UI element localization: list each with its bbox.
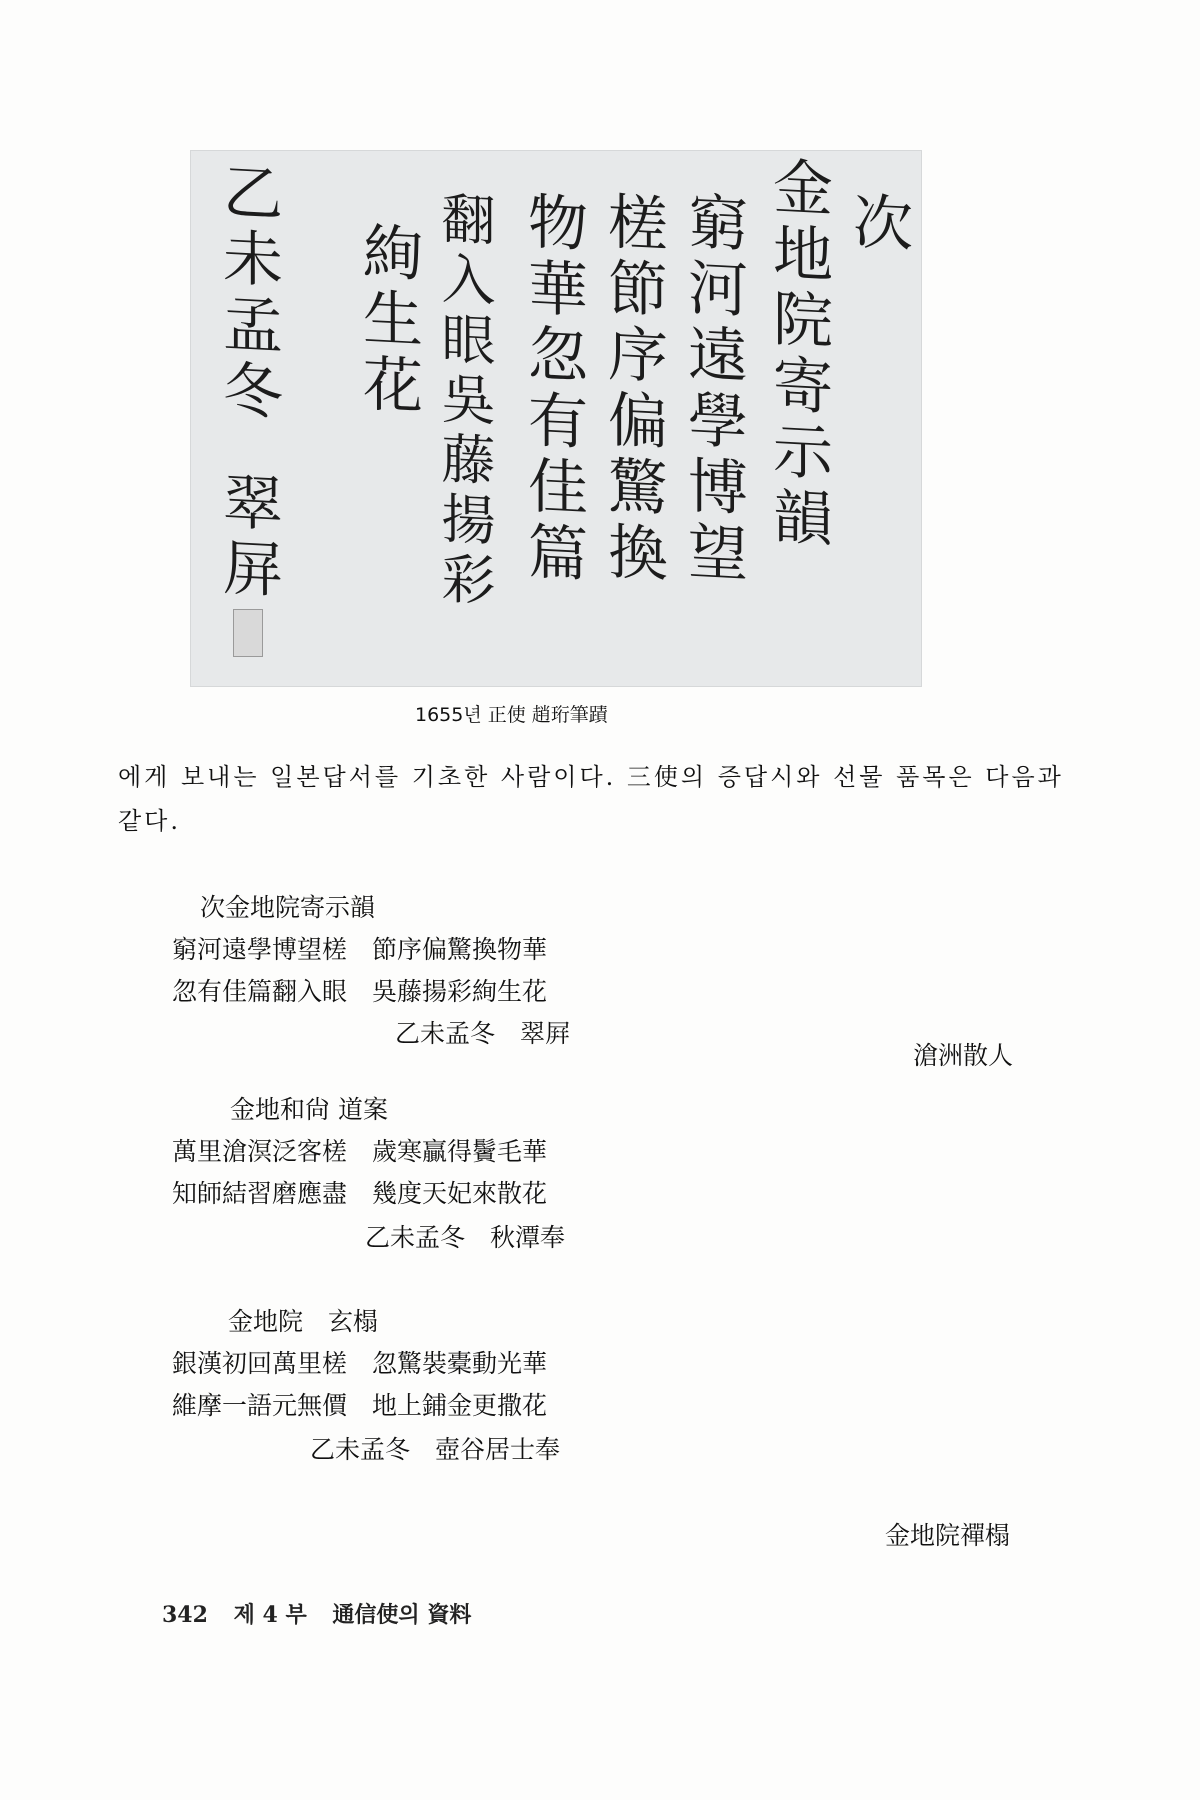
footer-part: 제 4 부 (233, 1602, 307, 1628)
plate-column: 翠屏 (213, 469, 283, 605)
plate-column: 乙未孟冬 (213, 159, 283, 427)
page-number: 342 (162, 1602, 208, 1628)
plate-column: 窮河遠學博望 (678, 189, 748, 589)
poem-title: 金地和尙 道案 (230, 1095, 388, 1124)
poem-signature: 乙未孟冬 壺谷居士奉 (310, 1435, 561, 1464)
poem-title: 金地院 玄榻 (228, 1307, 379, 1336)
plate-column: 絢生花 (353, 219, 423, 421)
footer-section: 通信使의 資料 (332, 1602, 472, 1628)
plate-column: 金地院寄示韻 (763, 154, 833, 554)
poem-signature: 乙未孟冬 翠屛 (395, 1019, 571, 1048)
poem-signature: 乙未孟冬 秋潭奉 (365, 1223, 566, 1252)
right-label: 滄洲散人 (913, 1041, 1014, 1070)
poem-line: 窮河遠學博望槎 節序偏驚換物華 (172, 935, 548, 964)
calligraphy-plate (190, 150, 922, 687)
poem-line: 忽有佳篇翻入眼 吳藤揚彩絢生花 (172, 977, 548, 1006)
poem-line: 知師結習磨應盡 幾度天妃來散花 (172, 1179, 548, 1208)
seal-stamp (233, 609, 263, 657)
poem-line: 維摩一語元無價 地上鋪金更撒花 (172, 1391, 548, 1420)
body-paragraph: 에게 보내는 일본답서를 기초한 사람이다. 三使의 증답시와 선물 품목은 다음과 같다. (118, 763, 1064, 835)
poem-line: 萬里滄溟泛客槎 歲寒贏得鬢毛華 (172, 1137, 548, 1166)
plate-column: 物華忽有佳篇 (518, 189, 588, 589)
poem-line: 銀漢初回萬里槎 忽驚裝橐動光華 (172, 1349, 548, 1378)
page-footer (162, 1598, 489, 1629)
plate-column: 翻入眼吳藤揚彩 (433, 189, 496, 613)
poem-title: 次金地院寄示韻 (200, 893, 376, 922)
plate-column: 槎節序偏驚換 (598, 189, 668, 589)
plate-caption: 1655년 正使 趙珩筆蹟 (415, 704, 608, 726)
right-label: 金地院禪榻 (885, 1521, 1011, 1550)
plate-column: 次 (843, 189, 913, 259)
